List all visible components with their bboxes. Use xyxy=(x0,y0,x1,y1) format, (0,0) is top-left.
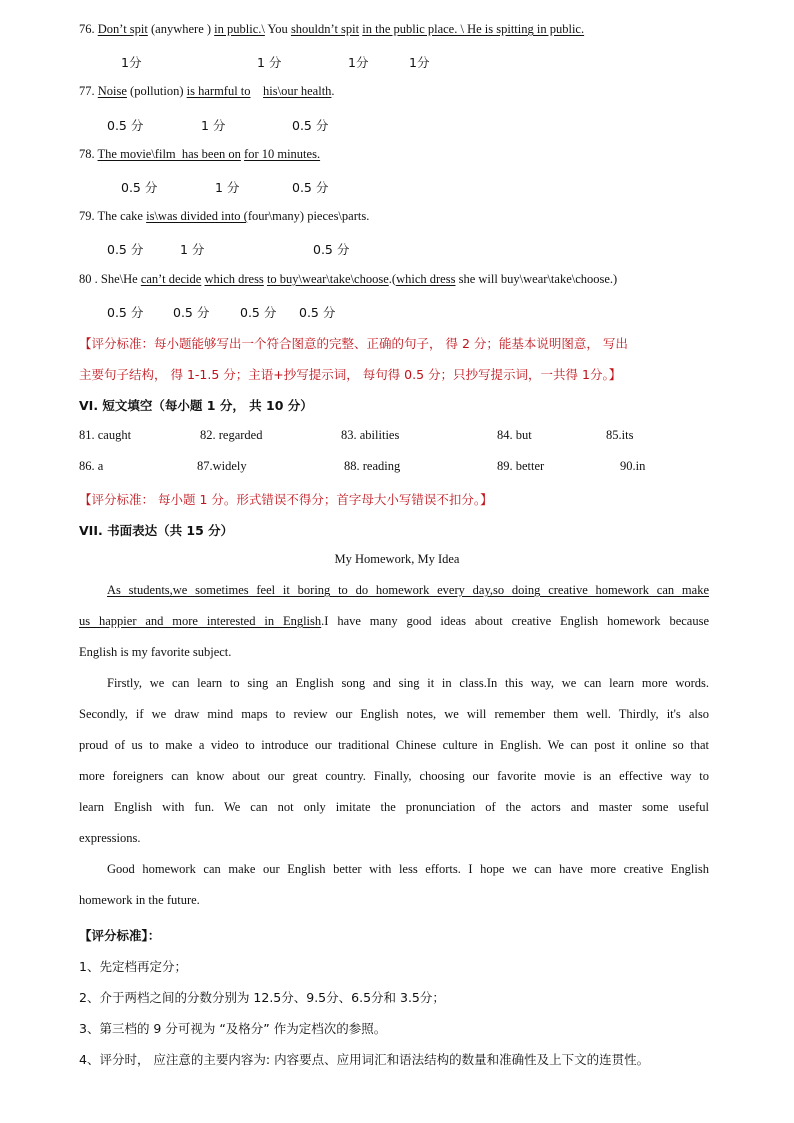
answer-81: 81. caught xyxy=(79,428,132,442)
answer-76: 76. Don’t spit (anywhere ) in public.\ You shouldn’t spit in the public place. \ He is spitting in public. xyxy=(79,22,585,36)
grading-criteria-sentences: 【评分标准：每小题能够写出一个符合图意的完整、正确的句子， 得 2 分；能基本说明图意， 写出 xyxy=(79,336,628,351)
answer-82: 82. regarded xyxy=(200,428,263,442)
writing-criteria-heading: 【评分标准】： xyxy=(79,928,161,943)
essay-title: My Homework, My Idea xyxy=(334,552,460,566)
essay-line: English is my favorite subject. xyxy=(79,645,232,659)
essay-body xyxy=(79,575,709,916)
answer-78: 78. The movie\film has been on for 10 minutes. xyxy=(79,147,321,161)
answer-85: 85.its xyxy=(606,428,634,442)
essay-line: proud of us to make a video to introduce our traditional Chinese culture in English. We can post it online so that xyxy=(79,738,709,752)
writing-criteria-item-2: 2、介于两档之间的分数分别为 12.5分、9.5分、6.5分和 3.5分； xyxy=(79,990,445,1005)
essay-line: learn English with fun. We can not only imitate the pronunciation of the actors and master some useful xyxy=(79,800,709,814)
answer-84: 84. but xyxy=(497,428,532,442)
answer-77: 77. Noise (pollution) is harmful to his\our health. xyxy=(79,84,335,98)
essay-line: Good homework can make our English better with less efforts. I hope we can have more creative English xyxy=(107,862,709,876)
section-vi-heading: VI. 短文填空（每小题 1 分， 共 10 分） xyxy=(79,398,313,413)
writing-criteria-item-3: 3、第三档的 9 分可视为 “及格分” 作为定档次的参照。 xyxy=(79,1021,387,1036)
answer-79: 79. The cake is\was divided into (four\many) pieces\parts. xyxy=(79,209,370,223)
grading-criteria-sentences-cont: 主要句子结构， 得 1-1.5 分；主语+抄写提示词， 每句得 0.5 分；只抄写提示词，一共得 1分。】 xyxy=(79,367,622,382)
answer-86: 86. a xyxy=(79,459,104,473)
essay-line: As students,we sometimes feel it boring to do homework every day,so doing creative homework can make xyxy=(107,583,709,597)
answer-90: 90.in xyxy=(620,459,646,473)
answer-87: 87.widely xyxy=(197,459,247,473)
grading-criteria-cloze: 【评分标准： 每小题 1 分。形式错误不得分；首字母大小写错误不扣分。】 xyxy=(79,492,493,507)
essay-line: more foreigners can know about our great country. Finally, choosing our favorite movie is an effective way to xyxy=(79,769,709,783)
answer-89: 89. better xyxy=(497,459,545,473)
writing-criteria-item-4: 4、评分时， 应注意的主要内容为: 内容要点、应用词汇和语法结构的数量和准确性及上下文的连贯性。 xyxy=(79,1052,650,1067)
answer-80: 80 . She\He can’t decide which dress to buy\wear\take\choose.(which dress she will buy\wear\take\choose.) xyxy=(79,272,618,286)
essay-line: Firstly, we can learn to sing an English song and sing it in class.In this way, we can learn more words. xyxy=(107,676,709,690)
essay-line: us happier and more interested in English.I have many good ideas about creative English homework because xyxy=(79,614,709,628)
essay-line: homework in the future. xyxy=(79,893,200,907)
answer-83: 83. abilities xyxy=(341,428,400,442)
document-page: 76. Don’t spit (anywhere ) in public.\ You shouldn’t spit in the public place. \ He is spitting in public. 1分 1 分 1分 1分 77. Noise (pollution) is harmful to his\our health. 0.5 分 1 分 0.5 分 78. The movie\film has been on for 10 minutes. 0.5 分 1 分 0.5 分 79. The cake is\was divided into (four\many) pieces\parts. 0.5 分 1 分 0.5 分 80 . She\He can’t decide which dress to buy\wear\take\choose.(which dress she will buy\wear\take\choose.) 0.5 分 0.5 分 0.5 分 0.5 分 【评分标准：每小题能够写出一个符合图意的完整、正确的句子， 得 2 分；能基本说明图意， 写出 主要句子结构， 得 1-1.5 分；主语+抄写提示词， 每句得 0.5 分；只抄写提示词，一共得 1分。】 VI. 短文填空（每小题 1 分， 共 10 分） 81. caught 82. regarded 83. abilities 84. but 85.its 86. a 87.widely 88. reading 89. better 90.in 【评分标准： 每小题 1 分。形式错误不得分；首字母大小写错误不扣分。】 VII. 书面表达（共 15 分） My Homework, My Idea As students,we sometimes feel it boring to do homework every day,so doing creative homework can make us happier and more interested in English.I have many good ideas about creative English homework because English is my favorite subject. Firstly, we can learn to sing an English song and sing it in class.In this way, we can learn more words. Secondly, if we draw mind maps to review our English notes, we will remember them well. Thirdly, it's also proud of us to make a video to introduce our traditional Chinese culture in English. We can post it online so that more foreigners can know about our great country. Finally, choosing our favorite movie is an effective way to learn English with fun. We can not only imitate the pronunciation of the actors and master some useful expressions. Good homework can make our English better with less efforts. I hope we can have more creative English homework in the future. 【评分标准】： 1、先定档再定分； 2、介于两档之间的分数分别为 12.5分、9.5分、6.5分和 3.5分； 3、第三档的 9 分可视为 “及格分” 作为定档次的参照。 4、评分时， 应注意的主要内容为: 内容要点、应用词汇和语法结构的数量和准确性及上下文的连贯性。 xyxy=(0,0,794,1123)
answer-88: 88. reading xyxy=(344,459,401,473)
writing-criteria-item-1: 1、先定档再定分； xyxy=(79,959,187,974)
essay-line: Secondly, if we draw mind maps to review our English notes, we will remember them well. Thirdly, it's also xyxy=(79,707,709,721)
section-vii-heading: VII. 书面表达（共 15 分） xyxy=(79,523,234,538)
essay-line: expressions. xyxy=(79,831,141,845)
